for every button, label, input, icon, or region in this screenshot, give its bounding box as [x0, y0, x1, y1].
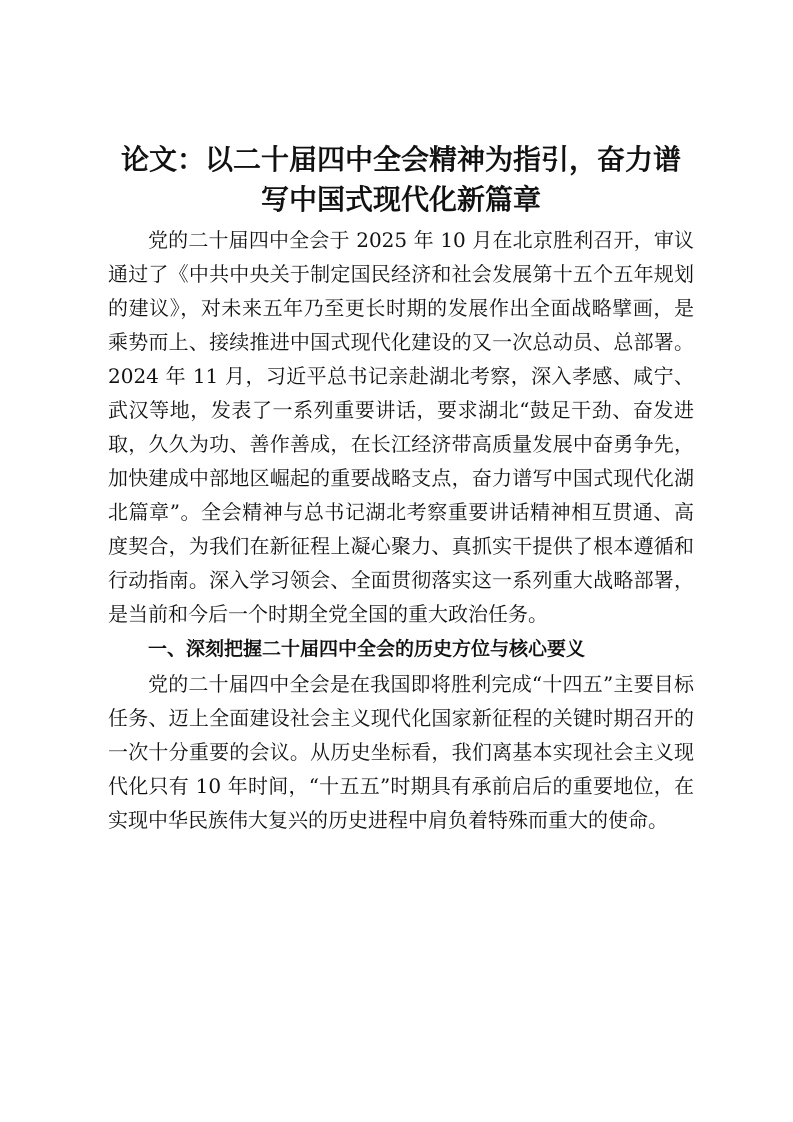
- section-1-paragraph: 党的二十届四中全会是在我国即将胜利完成“十四五”主要目标任务、迈上全面建设社会主义现代化国家新征程的关键时期召开的一次十分重要的会议。从历史坐标看，我们离基本实现社会主义现代化只有 10 年时间，“十五五”时期具有承前启后的重要地位，在实现中华民族伟大复兴的历史进程中肩负着特殊而重大的使命。: [108, 672, 694, 832]
- document-title: [108, 140, 694, 220]
- section-1-heading: 一、深刻把握二十届四中全会的历史方位与核心要义: [148, 638, 586, 660]
- title-line-2: 写中国式现代化新篇章: [260, 183, 541, 216]
- title-line-1: 论文：以二十届四中全会精神为指引，奋力谱: [120, 143, 681, 176]
- document-page: [108, 140, 694, 837]
- intro-paragraph: 党的二十届四中全会于 2025 年 10 月在北京胜利召开，审议通过了《中共中央关于制定国民经济和社会发展第十五个五年规划的建议》，对未来五年乃至更长时期的发展作出全面战略擘画，是乘势而上、接续推进中国式现代化建设的又一次总动员、总部署。2024 年 11 月，习近平总书记亲赴湖北考察，深入孝感、咸宁、武汉等地，发表了一系列重要讲话，要求湖北“鼓足干劲、奋发进取，久久为功、善作善成，在长江经济带高质量发展中奋勇争先，加快建成中部地区崛起的重要战略支点，奋力谱写中国式现代化湖北篇章”。全会精神与总书记湖北考察重要讲话精神相互贯通、高度契合，为我们在新征程上凝心聚力、真抓实干提供了根本遵循和行动指南。深入学习领会、全面贯彻落实这一系列重大战略部署，是当前和今后一个时期全党全国的重大政治任务。: [108, 228, 694, 626]
